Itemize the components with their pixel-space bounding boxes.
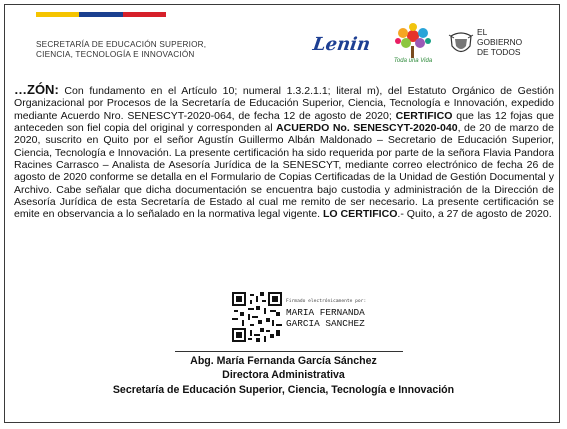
certification-paragraph bbox=[14, 84, 554, 221]
lenin-logo: Lenin bbox=[311, 34, 372, 55]
e-signature-name-line-1: MARIA FERNANDA bbox=[286, 307, 365, 318]
toda-una-vida-logo bbox=[390, 22, 436, 66]
acuerdo-number: ACUERDO No. SENESCYT-2020-040 bbox=[276, 122, 458, 135]
signatory-office: Secretaría de Educación Superior, Ciencia, Tecnología e Innovación bbox=[112, 383, 455, 396]
signatory-name: Abg. María Fernanda García Sánchez bbox=[190, 355, 377, 367]
e-signature-name-line-2: GARCIA SANCHEZ bbox=[286, 318, 365, 329]
e-signature-caption: Firmado electrónicamente por: bbox=[286, 299, 367, 304]
text-segment-1: Con fundamento en el Artículo 10; numeral 1.3.2.1.1; literal m), del Estatuto Orgánico de Gestión Organizacional por Procesos de la Secretaría de Educación Superior, Ciencia, Tecnología e Innovación, expedido mediante Acuerdo Nro. SENESCYT-2020-064, de fecha 12 de agosto de 2020; bbox=[14, 85, 554, 122]
gob-line-1: EL bbox=[477, 27, 488, 37]
text-segment-3: , de 20 de marzo de 2020, suscrito en Quito por el señor Agustín Guillermo Albán Maldonado – Secretario de Educación Superior, Ciencia, Tecnología e Innovación. La presente certificación ha sido requerida por parte de la señora Flavia Pandora Racines Carrasco – Analista de Asesoría Jurídica de la SENESCYT, mediante correo electrónico de fecha 26 de agosto de 2020 conforme se detalla en el Formulario de Copias Certificadas de la Unidad de Gestión Documental y Archivo. Cabe señalar que dicha documentación se encuentra bajo custodia y administración de la Dirección de Asesoría Jurídica de esta Secretaría de Estado al cual me remito de ser necesario. La presente certificación se emite en observancia a lo señalado en la normativa legal vigente. bbox=[14, 122, 554, 221]
flag-stripe-red bbox=[123, 12, 166, 17]
razon-label: …ZÓN: bbox=[14, 82, 59, 97]
coat-of-arms-icon bbox=[447, 30, 475, 58]
institution-line-1: SECRETARÍA DE EDUCACIÓN SUPERIOR, bbox=[36, 40, 207, 49]
flag-stripe-blue bbox=[79, 12, 122, 17]
lo-certifico-label: LO CERTIFICO bbox=[322, 208, 398, 221]
gob-line-3: DE TODOS bbox=[477, 47, 521, 57]
signatory-block bbox=[0, 354, 567, 397]
flag-stripe-yellow bbox=[36, 12, 79, 17]
signatory-title: Directora Administrativa bbox=[222, 369, 345, 382]
certifico-label: CERTIFICO bbox=[395, 109, 453, 122]
text-segment-2: que las 12 fojas que anteceden son fiel copia del original y corresponden al bbox=[14, 109, 554, 135]
e-signature-name bbox=[286, 307, 365, 329]
signature-line bbox=[175, 351, 403, 352]
gob-line-2: GOBIERNO bbox=[477, 37, 523, 47]
text-segment-4: .- Quito, a 27 de agosto de 2020. bbox=[397, 208, 552, 221]
flag-color-bar bbox=[36, 12, 166, 17]
gobierno-logo-text bbox=[477, 27, 522, 57]
toda-una-vida-text: Toda una Vida bbox=[393, 58, 433, 64]
qr-code-icon bbox=[232, 292, 282, 342]
tree-icon bbox=[390, 22, 436, 60]
institution-name bbox=[36, 40, 206, 60]
institution-line-2: CIENCIA, TECNOLOGÍA E INNOVACIÓN bbox=[36, 50, 195, 59]
